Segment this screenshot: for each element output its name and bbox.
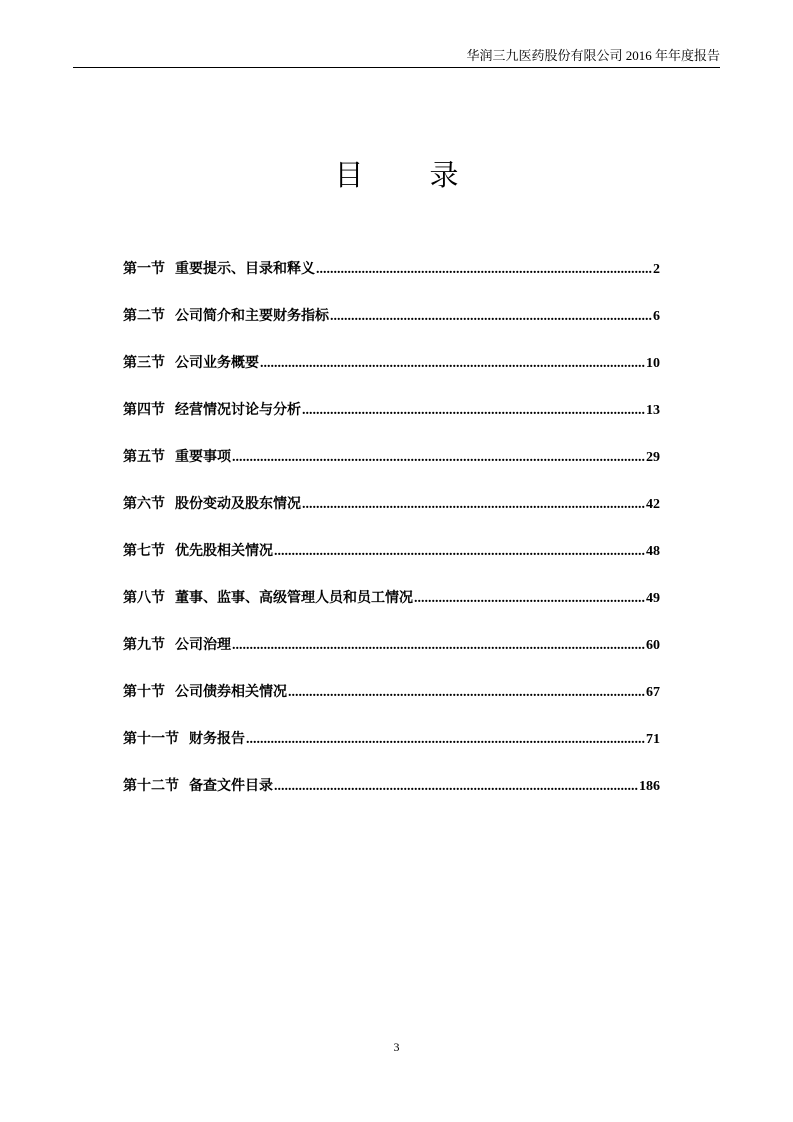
toc-page-number: 48 xyxy=(646,544,660,559)
toc-entry[interactable] xyxy=(123,349,660,396)
toc-page-number: 6 xyxy=(653,309,660,324)
toc-dot-leader xyxy=(302,397,645,425)
toc-heading xyxy=(0,155,793,195)
toc-dot-leader xyxy=(316,256,652,284)
toc-dot-leader xyxy=(274,773,638,801)
toc-section-number: 第六节 xyxy=(123,496,165,512)
toc-page-number: 2 xyxy=(653,262,660,277)
toc-section-number: 第七节 xyxy=(123,543,165,559)
toc-entry[interactable] xyxy=(123,678,660,725)
toc-section-title: 优先股相关情况 xyxy=(175,543,273,559)
toc-page-number: 71 xyxy=(646,732,660,747)
toc-entry[interactable] xyxy=(123,631,660,678)
toc-section-title: 公司简介和主要财务指标 xyxy=(175,308,329,324)
toc-dot-leader xyxy=(232,632,645,660)
toc-entry[interactable] xyxy=(123,443,660,490)
toc-section-number: 第一节 xyxy=(123,261,165,277)
toc-page-number: 29 xyxy=(646,450,660,465)
toc-section-number: 第五节 xyxy=(123,449,165,465)
toc-dot-leader xyxy=(232,444,645,472)
page-footer-number: 3 xyxy=(393,1040,400,1054)
toc-heading-char-1: 目 xyxy=(334,158,364,192)
toc-section-title: 公司治理 xyxy=(175,637,231,653)
toc-section-title: 董事、监事、高级管理人员和员工情况 xyxy=(175,590,413,606)
toc-entry[interactable] xyxy=(123,537,660,584)
report-header-title: 华润三九医药股份有限公司 2016 年年度报告 xyxy=(466,48,720,63)
toc-section-number: 第八节 xyxy=(123,590,165,606)
toc-page-number: 13 xyxy=(646,403,660,418)
toc-page-number: 186 xyxy=(639,779,660,794)
toc-dot-leader xyxy=(260,350,645,378)
toc-entry[interactable] xyxy=(123,490,660,537)
toc-heading-char-2: 录 xyxy=(429,158,459,192)
toc-page-number: 60 xyxy=(646,638,660,653)
toc-dot-leader xyxy=(414,585,645,613)
toc-dot-leader xyxy=(288,679,645,707)
toc-section-number: 第十二节 xyxy=(123,778,179,794)
toc-entry[interactable] xyxy=(123,725,660,772)
header-divider xyxy=(73,67,720,68)
toc-section-number: 第四节 xyxy=(123,402,165,418)
toc-section-number: 第九节 xyxy=(123,637,165,653)
toc-entry[interactable] xyxy=(123,772,660,819)
toc-section-title: 经营情况讨论与分析 xyxy=(175,402,301,418)
toc-section-title: 财务报告 xyxy=(189,731,245,747)
toc-entry[interactable] xyxy=(123,584,660,631)
toc-entry[interactable] xyxy=(123,396,660,443)
toc-section-title: 重要提示、目录和释义 xyxy=(175,261,315,277)
toc-section-title: 公司业务概要 xyxy=(175,355,259,371)
toc-dot-leader xyxy=(274,538,645,566)
toc-section-number: 第二节 xyxy=(123,308,165,324)
toc-entry[interactable] xyxy=(123,255,660,302)
table-of-contents xyxy=(123,255,660,819)
toc-page-number: 10 xyxy=(646,356,660,371)
toc-section-title: 重要事项 xyxy=(175,449,231,465)
toc-entry[interactable] xyxy=(123,302,660,349)
toc-section-title: 备查文件目录 xyxy=(189,778,273,794)
toc-page-number: 49 xyxy=(646,591,660,606)
toc-section-title: 股份变动及股东情况 xyxy=(175,496,301,512)
toc-dot-leader xyxy=(330,303,652,331)
toc-page-number: 42 xyxy=(646,497,660,512)
toc-section-title: 公司债券相关情况 xyxy=(175,684,287,700)
toc-section-number: 第十一节 xyxy=(123,731,179,747)
toc-dot-leader xyxy=(246,726,645,754)
toc-page-number: 67 xyxy=(646,685,660,700)
toc-section-number: 第三节 xyxy=(123,355,165,371)
toc-section-number: 第十节 xyxy=(123,684,165,700)
toc-dot-leader xyxy=(302,491,645,519)
